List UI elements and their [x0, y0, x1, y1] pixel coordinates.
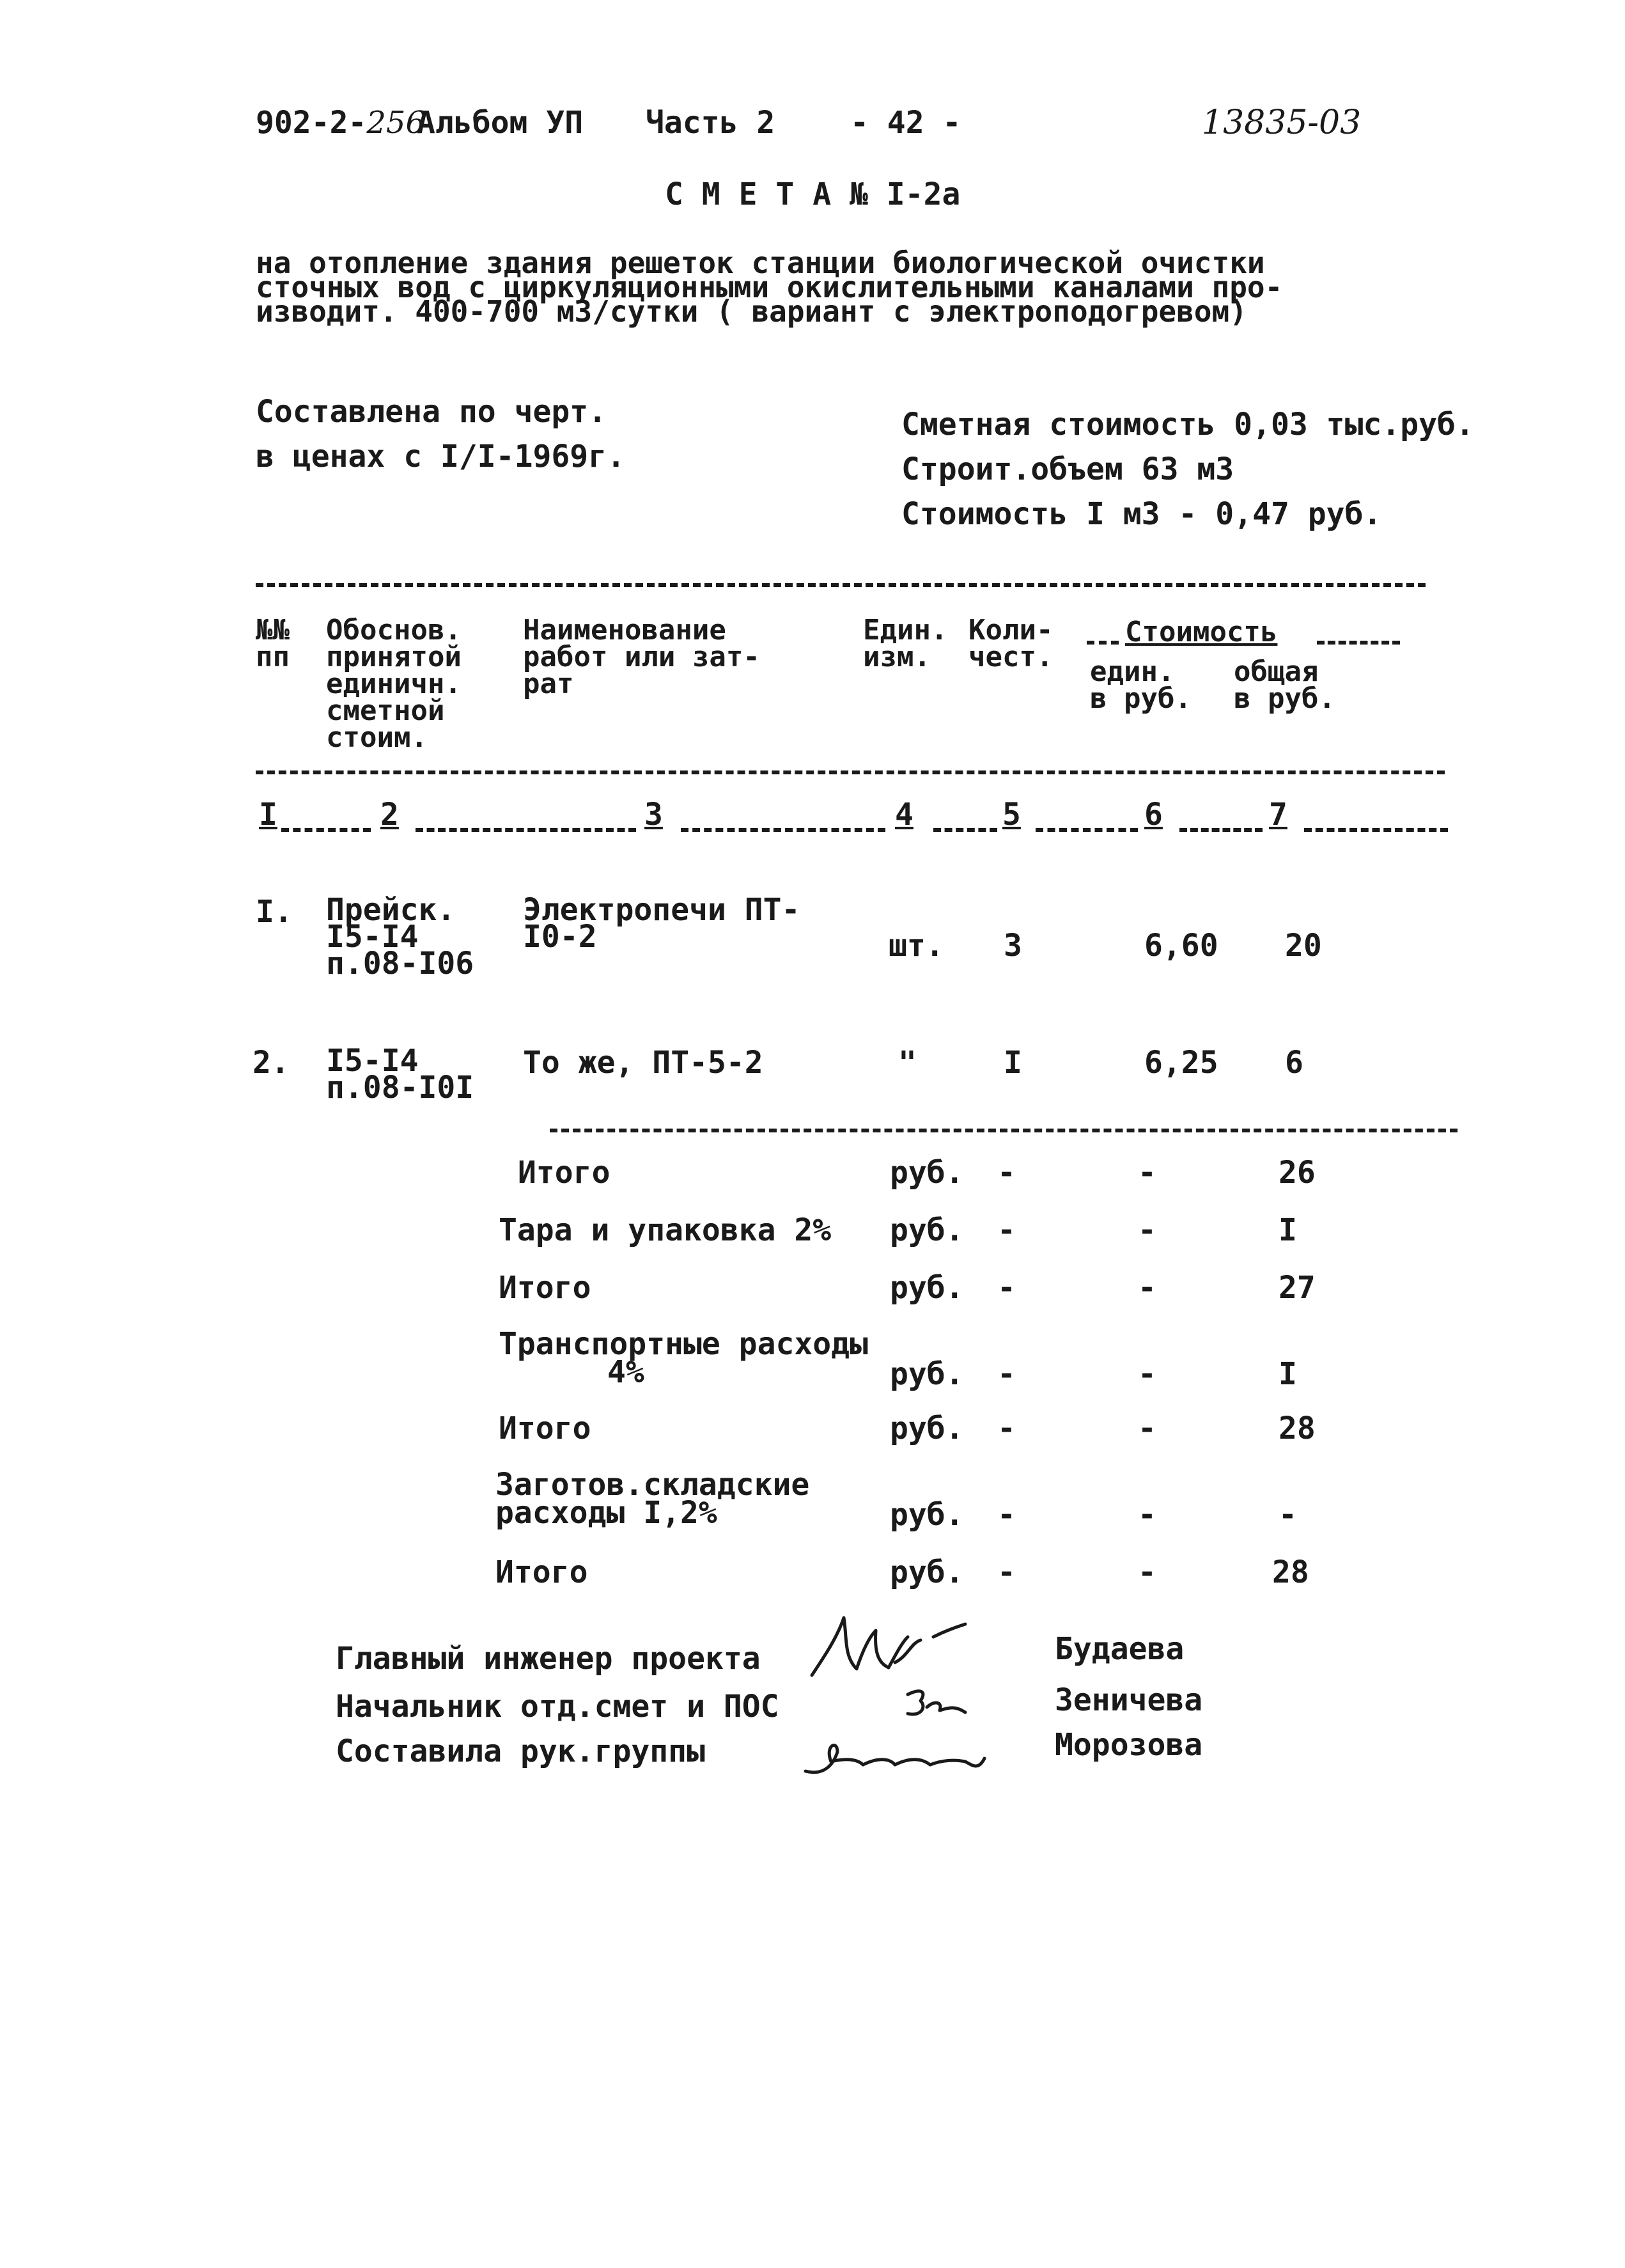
header-col-qty: Коли- чест.	[968, 614, 1054, 673]
page-number: - 42 -	[850, 105, 961, 141]
signature-scribble-1	[812, 1618, 965, 1675]
summary-2-unit-cost: -	[1138, 1212, 1156, 1248]
part-label: Часть 2	[646, 105, 775, 141]
signature-role-dept-head: Начальник отд.смет и ПОС	[336, 1689, 779, 1724]
row-1-unit-cost: 6,60	[1144, 928, 1218, 964]
summary-4-qty: -	[997, 1356, 1016, 1392]
summary-3-label: Итого	[499, 1270, 591, 1306]
page-title: С М Е Т А № I-2а	[665, 176, 961, 212]
header-col-name: Наименование работ или зат- рат	[523, 614, 760, 700]
summary-2-total: I	[1279, 1212, 1297, 1248]
colnum-dash-g	[1304, 828, 1448, 832]
row-1-basis: Прейск. I5-I4 п.08-I06	[326, 892, 474, 981]
row-2-unit: "	[898, 1045, 917, 1081]
header-col-num: №№ пп	[256, 614, 290, 673]
cost-per-m3: Стоимость I м3 - 0,47 руб.	[901, 496, 1382, 532]
album-label: Альбом УП	[417, 105, 584, 141]
summary-5-qty: -	[997, 1411, 1016, 1446]
colnum-dash-b	[416, 828, 636, 832]
colnum-dash-e	[1036, 828, 1138, 832]
summary-5-unit-cost: -	[1138, 1411, 1156, 1446]
header-col-unit-cost: един. в руб.	[1090, 655, 1192, 715]
summary-1-label: Итого	[518, 1155, 610, 1191]
colnum-3: 3	[644, 797, 663, 833]
summary-7-label: Итого	[495, 1554, 588, 1590]
summary-3-total: 27	[1279, 1270, 1316, 1306]
signature-name-compiler: Морозова	[1055, 1727, 1203, 1763]
summary-7-total: 28	[1272, 1554, 1309, 1590]
colnum-7: 7	[1269, 797, 1287, 833]
doc-code-handwritten: 256	[366, 105, 426, 141]
row-2-unit-cost: 6,25	[1144, 1045, 1218, 1081]
signature-role-compiler: Составила рук.группы	[336, 1733, 705, 1769]
summary-7-qty: -	[997, 1554, 1016, 1590]
header-col-basis: Обоснов. принятой единичн. сметной стоим.	[326, 614, 462, 754]
summary-4-label: Транспортные расходы 4%	[499, 1326, 868, 1390]
signature-name-dept-head: Зеничева	[1055, 1682, 1203, 1718]
summary-5-label: Итого	[499, 1411, 591, 1446]
subtitle-line-2: сточных вод с циркуляционными окислительными каналами про-	[256, 270, 1283, 304]
colnum-4: 4	[895, 797, 914, 833]
doc-code	[256, 105, 426, 141]
subtitle-line-1: на отопление здания решеток станции биологической очистки	[256, 246, 1265, 280]
summary-6-label: Заготов.складские расходы I,2%	[495, 1467, 810, 1531]
row-1-qty: 3	[1004, 928, 1022, 964]
row-2-num: 2.	[253, 1045, 290, 1081]
colnum-2: 2	[380, 797, 399, 833]
colnum-dash-a	[281, 828, 371, 832]
summary-1-qty: -	[997, 1155, 1016, 1191]
subtitle-line-3: изводит. 400-700 м3/сутки ( вариант с электроподогревом)	[256, 294, 1247, 329]
row-1-name: Электропечи ПТ- I0-2	[523, 892, 800, 955]
colnum-dash-c	[681, 828, 885, 832]
summary-5-total: 28	[1279, 1411, 1316, 1446]
handwritten-signatures	[799, 1611, 1029, 1803]
summary-3-unit-cost: -	[1138, 1270, 1156, 1306]
signature-name-chief-engineer: Будаева	[1055, 1631, 1185, 1667]
summary-3-qty: -	[997, 1270, 1016, 1306]
colnum-dash-d	[933, 828, 997, 832]
colnum-1: I	[259, 797, 277, 833]
doc-code-prefix: 902-2-	[256, 105, 367, 141]
signature-scribble-3	[805, 1745, 984, 1772]
row-1-unit: шт.	[889, 928, 944, 964]
row-2-total: 6	[1285, 1045, 1303, 1081]
summary-1-unit: руб.	[890, 1155, 964, 1191]
colnum-6: 6	[1144, 797, 1163, 833]
summary-6-unit: руб.	[890, 1497, 964, 1533]
summary-5-unit: руб.	[890, 1411, 964, 1446]
price-basis: в ценах с I/I-1969г.	[256, 439, 625, 474]
summary-1-total: 26	[1279, 1155, 1316, 1191]
summary-2-qty: -	[997, 1212, 1016, 1248]
row-2-basis: I5-I4 п.08-I0I	[326, 1043, 474, 1106]
summary-1-unit-cost: -	[1138, 1155, 1156, 1191]
composed-by-drawing: Составлена по черт.	[256, 394, 607, 430]
header-col-total: общая в руб.	[1234, 655, 1335, 715]
row-1-total: 20	[1285, 928, 1322, 964]
signature-role-chief-engineer: Главный инженер проекта	[336, 1641, 761, 1677]
summary-6-unit-cost: -	[1138, 1497, 1156, 1533]
header-rule	[256, 770, 1445, 774]
estimated-cost: Сметная стоимость 0,03 тыс.руб.	[901, 407, 1474, 442]
colnum-dash-f	[1179, 828, 1263, 832]
summary-7-unit-cost: -	[1138, 1554, 1156, 1590]
summary-rule	[550, 1129, 1458, 1132]
cost-group-dash-right	[1317, 641, 1400, 645]
summary-4-unit: руб.	[890, 1356, 964, 1392]
row-2-qty: I	[1004, 1045, 1022, 1081]
summary-6-qty: -	[997, 1497, 1016, 1533]
row-2-name: То же, ПТ-5-2	[523, 1045, 763, 1081]
cost-group-dash-left	[1087, 641, 1119, 645]
header-cost-group: Стоимость	[1125, 616, 1278, 648]
top-rule	[256, 583, 1426, 587]
building-volume: Строит.объем 63 м3	[901, 451, 1234, 487]
signature-scribble-2	[908, 1691, 965, 1714]
handwritten-code: 13835-03	[1202, 104, 1362, 142]
colnum-5: 5	[1002, 797, 1021, 833]
summary-3-unit: руб.	[890, 1270, 964, 1306]
row-1-num: I.	[256, 894, 293, 930]
summary-6-total: -	[1279, 1497, 1297, 1533]
summary-7-unit: руб.	[890, 1554, 964, 1590]
summary-2-label: Тара и упаковка 2%	[499, 1212, 832, 1248]
summary-4-unit-cost: -	[1138, 1356, 1156, 1392]
summary-2-unit: руб.	[890, 1212, 964, 1248]
header-col-unit: Един. изм.	[863, 614, 948, 673]
summary-4-total: I	[1279, 1356, 1297, 1392]
